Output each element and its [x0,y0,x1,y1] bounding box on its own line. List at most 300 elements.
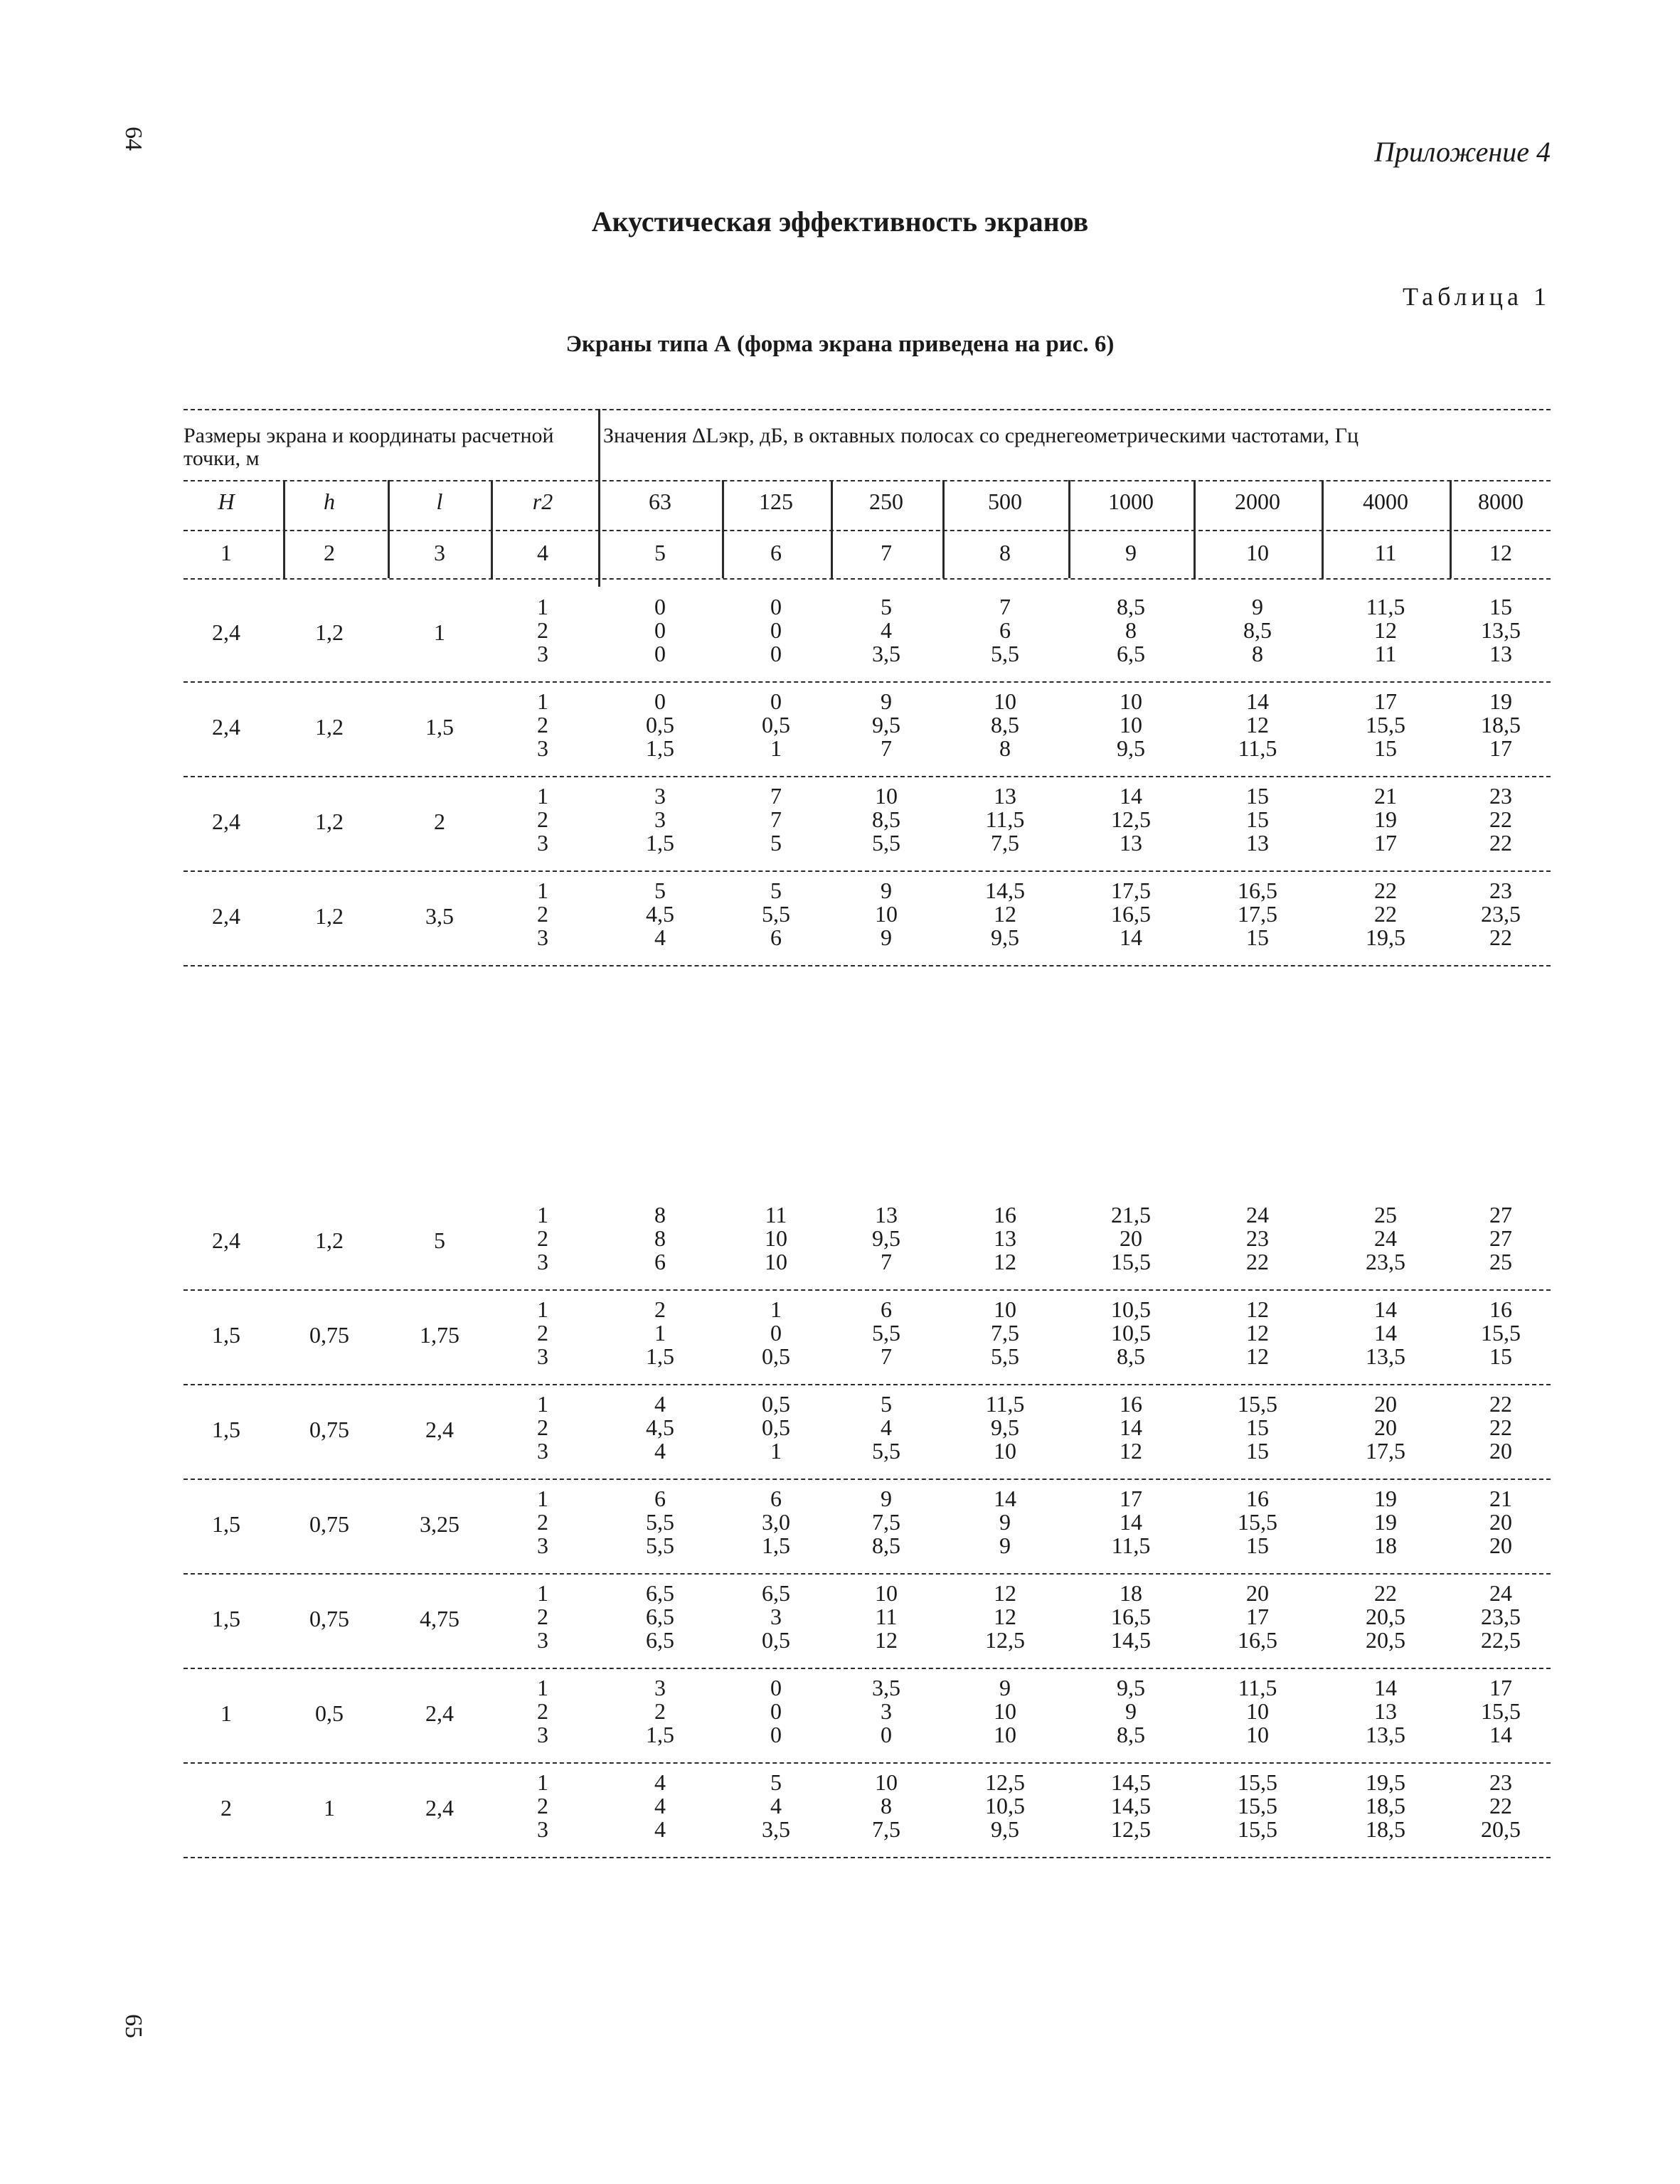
delta-l-value: 12,5 [1111,806,1151,832]
delta-l-value: 8,5 [872,806,900,832]
delta-l-value: 10,5 [985,1793,1025,1818]
table-row-group [184,1668,1551,1762]
delta-l-value: 6 [654,1486,666,1511]
delta-l-value: 16 [994,1202,1016,1227]
cell-r2-stack [493,1203,592,1274]
cell-value-stack [1451,1487,1551,1557]
r2-value: 1 [537,1296,548,1322]
column-divider [942,480,945,578]
delta-l-value: 0 [770,688,782,714]
cell-l: 1,5 [425,714,454,740]
delta-l-value: 23,5 [1481,901,1521,927]
r2-value: 3 [537,1722,548,1747]
header-freq-125: 125 [759,489,793,514]
table-row-group [184,681,1551,776]
cell-value-stack [1451,1771,1551,1841]
cell-value-stack [726,1771,826,1841]
delta-l-value: 5,5 [646,1533,674,1558]
cell-value-stack [610,1582,710,1652]
cell-value-stack [836,784,936,855]
delta-l-value: 11 [875,1604,898,1629]
delta-l-value: 15,5 [1481,1320,1521,1346]
table-row-group [184,1384,1551,1479]
delta-l-value: 13 [1374,1698,1397,1724]
cell-value-stack [1208,784,1307,855]
cell-value-stack [726,1582,826,1652]
cell-h: 0,75 [309,1322,349,1348]
cell-value-stack [1081,1676,1181,1747]
delta-l-value: 5 [881,594,892,619]
cell-H: 2,4 [212,1227,240,1253]
delta-l-value: 11,5 [985,806,1025,832]
delta-l-value: 15 [1374,735,1397,761]
delta-l-value: 5,5 [872,1320,900,1346]
delta-l-value: 0,5 [762,1343,790,1369]
cell-h: 0,5 [315,1700,344,1726]
r2-value: 3 [537,830,548,856]
cell-value-stack [955,784,1055,855]
delta-l-value: 16,5 [1238,878,1277,903]
column-divider [1322,480,1324,578]
delta-l-value: 20 [1489,1438,1512,1464]
delta-l-value: 17,5 [1111,878,1151,903]
delta-l-value: 13 [994,1225,1016,1251]
header-dim-h: h [324,489,335,514]
delta-l-value: 9,5 [872,1225,900,1251]
delta-l-value: 14,5 [985,878,1025,903]
table-row-group [184,587,1551,681]
delta-l-value: 14 [1374,1320,1397,1346]
r2-value: 2 [537,1415,548,1440]
delta-l-value: 10 [875,1580,898,1606]
r2-value: 3 [537,641,548,666]
delta-l-value: 4 [654,1793,666,1818]
delta-l-value: 10 [1246,1722,1269,1747]
header-col-number: 9 [1125,540,1137,565]
delta-l-value: 25 [1374,1202,1397,1227]
cell-value-stack [610,690,710,760]
delta-l-value: 0 [770,1698,782,1724]
delta-l-value: 19 [1374,806,1397,832]
delta-l-value: 14 [1374,1675,1397,1700]
cell-value-stack [955,1203,1055,1274]
delta-l-value: 14,5 [1111,1627,1151,1653]
delta-l-value: 6,5 [762,1580,790,1606]
cell-value-stack [1451,1676,1551,1747]
table-row-group [184,1573,1551,1668]
delta-l-value: 15,5 [1238,1816,1277,1842]
delta-l-value: 1,5 [646,1722,674,1747]
delta-l-value: 17 [1489,1675,1512,1700]
header-freq-63: 63 [649,489,671,514]
cell-r2-stack [493,1392,592,1463]
cell-value-stack [836,1392,936,1463]
delta-l-value: 22 [1489,830,1512,856]
delta-l-value: 3 [654,783,666,809]
delta-l-value: 5,5 [762,901,790,927]
column-divider [1193,480,1196,578]
header-col-number: 1 [220,540,232,565]
delta-l-value: 1 [770,735,782,761]
delta-l-value: 0 [770,641,782,666]
cell-value-stack [955,1392,1055,1463]
r2-value: 2 [537,1225,548,1251]
table-header [184,409,1551,587]
cell-value-stack [836,1771,936,1841]
cell-H: 2,4 [212,619,240,645]
column-divider [1068,480,1070,578]
delta-l-value: 10 [1246,1698,1269,1724]
cell-H: 2,4 [212,714,240,740]
delta-l-value: 9,5 [1117,735,1145,761]
delta-l-value: 15 [1489,594,1512,619]
delta-l-value: 4 [881,1415,892,1440]
delta-l-value: 6,5 [1117,641,1145,666]
delta-l-value: 9 [881,925,892,950]
delta-l-value: 4,5 [646,1415,674,1440]
delta-l-value: 12 [994,1249,1016,1274]
delta-l-value: 22 [1374,878,1397,903]
delta-l-value: 15 [1246,1438,1269,1464]
delta-l-value: 7 [770,806,782,832]
cell-l: 1,75 [420,1322,459,1348]
cell-value-stack [1081,595,1181,666]
delta-l-value: 22 [1246,1249,1269,1274]
cell-value-stack [955,1582,1055,1652]
r2-value: 2 [537,1604,548,1629]
cell-value-stack [955,879,1055,949]
delta-l-value: 10,5 [1111,1296,1151,1322]
delta-l-value: 13 [994,783,1016,809]
delta-l-value: 11,5 [1366,594,1405,619]
cell-value-stack [1208,879,1307,949]
r2-value: 3 [537,1249,548,1274]
delta-l-value: 13 [1246,830,1269,856]
r2-value: 1 [537,1580,548,1606]
cell-value-stack [1336,1203,1435,1274]
r2-value: 2 [537,617,548,643]
delta-l-value: 3,5 [872,1675,900,1700]
page-number-top: 64 [120,127,147,151]
delta-l-value: 5,5 [646,1509,674,1535]
cell-value-stack [1451,1392,1551,1463]
delta-l-value: 8,5 [1117,594,1145,619]
delta-l-value: 14 [1120,1509,1142,1535]
delta-l-value: 23 [1489,783,1512,809]
delta-l-value: 14 [1489,1722,1512,1747]
delta-l-value: 5,5 [991,641,1019,666]
delta-l-value: 9 [881,688,892,714]
cell-value-stack [836,690,936,760]
delta-l-value: 0 [770,1675,782,1700]
cell-value-stack [610,1203,710,1274]
delta-l-value: 22,5 [1481,1627,1521,1653]
delta-l-value: 14,5 [1111,1793,1151,1818]
delta-l-value: 0 [654,594,666,619]
delta-l-value: 20,5 [1366,1627,1405,1653]
cell-value-stack [610,784,710,855]
delta-l-value: 15,5 [1238,1391,1277,1417]
delta-l-value: 7,5 [991,1320,1019,1346]
r2-value: 3 [537,925,548,950]
delta-l-value: 3,5 [872,641,900,666]
delta-l-value: 23 [1489,878,1512,903]
header-freq-2000: 2000 [1235,489,1280,514]
r2-value: 1 [537,1202,548,1227]
delta-l-value: 22 [1489,806,1512,832]
delta-l-value: 5,5 [991,1343,1019,1369]
cell-value-stack [1081,1203,1181,1274]
column-divider [722,480,724,578]
delta-l-value: 27 [1489,1202,1512,1227]
delta-l-value: 11,5 [1238,1675,1277,1700]
delta-l-value: 6 [654,1249,666,1274]
delta-l-value: 17 [1120,1486,1142,1511]
delta-l-value: 12 [994,1604,1016,1629]
cell-value-stack [1208,1582,1307,1652]
rule [184,578,1551,580]
delta-l-value: 14 [994,1486,1016,1511]
delta-l-value: 12,5 [985,1627,1025,1653]
table-row-group [184,1195,1551,1289]
cell-value-stack [610,1298,710,1368]
cell-l: 2,4 [425,1417,454,1442]
r2-value: 3 [537,1627,548,1653]
delta-l-value: 5 [770,830,782,856]
delta-l-value: 9 [999,1533,1011,1558]
cell-value-stack [1336,1582,1435,1652]
cell-H: 1 [220,1700,232,1726]
header-freq-500: 500 [988,489,1022,514]
cell-value-stack [1451,879,1551,949]
delta-l-value: 7 [881,1249,892,1274]
r2-value: 3 [537,1533,548,1558]
cell-value-stack [726,879,826,949]
table-row-group [184,1762,1551,1857]
cell-value-stack [955,1487,1055,1557]
r2-value: 2 [537,1793,548,1818]
delta-l-value: 8,5 [872,1533,900,1558]
delta-l-value: 7,5 [991,830,1019,856]
delta-l-value: 10 [875,1769,898,1795]
delta-l-value: 20,5 [1366,1604,1405,1629]
cell-value-stack [1451,595,1551,666]
delta-l-value: 9 [1252,594,1263,619]
column-divider [388,480,390,578]
header-col-number: 12 [1489,540,1512,565]
delta-l-value: 21,5 [1111,1202,1151,1227]
delta-l-value: 20 [1374,1415,1397,1440]
cell-value-stack [1081,1771,1181,1841]
delta-l-value: 18 [1374,1533,1397,1558]
delta-l-value: 21 [1489,1486,1512,1511]
delta-l-value: 0,5 [646,712,674,737]
cell-value-stack [1451,784,1551,855]
delta-l-value: 15 [1246,1533,1269,1558]
header-col-number: 2 [324,540,335,565]
header-dim-h: H [218,489,235,514]
delta-l-value: 1 [654,1320,666,1346]
delta-l-value: 10 [765,1225,787,1251]
cell-l: 5 [434,1227,445,1253]
delta-l-value: 12 [1374,617,1397,643]
delta-l-value: 20 [1246,1580,1269,1606]
header-dimensions-caption: Размеры экрана и координаты расчетной точки, м [184,424,554,470]
delta-l-value: 15,5 [1366,712,1405,737]
delta-l-value: 6,5 [646,1604,674,1629]
delta-l-value: 9,5 [872,712,900,737]
cell-value-stack [610,1771,710,1841]
delta-l-value: 22 [1489,1415,1512,1440]
rule [184,409,1551,410]
column-divider [831,480,833,578]
delta-l-value: 7 [999,594,1011,619]
r2-value: 1 [537,594,548,619]
delta-l-value: 10 [1120,712,1142,737]
delta-l-value: 4 [654,925,666,950]
cell-l: 2 [434,809,445,834]
delta-l-value: 11,5 [985,1391,1025,1417]
table-label: Таблица 1 [1403,282,1551,311]
header-freq-8000: 8000 [1478,489,1524,514]
delta-l-value: 13 [1489,641,1512,666]
delta-l-value: 15,5 [1481,1698,1521,1724]
delta-l-value: 8 [1252,641,1263,666]
delta-l-value: 12 [875,1627,898,1653]
cell-value-stack [726,690,826,760]
cell-l: 3,5 [425,903,454,929]
cell-H: 2,4 [212,903,240,929]
delta-l-value: 8,5 [991,712,1019,737]
delta-l-value: 3 [654,1675,666,1700]
delta-l-value: 20 [1374,1391,1397,1417]
rule [184,965,1551,966]
r2-value: 1 [537,783,548,809]
delta-l-value: 19,5 [1366,925,1405,950]
cell-value-stack [1208,1203,1307,1274]
cell-r2-stack [493,1487,592,1557]
delta-l-value: 5 [881,1391,892,1417]
cell-r2-stack [493,595,592,666]
delta-l-value: 23,5 [1481,1604,1521,1629]
delta-l-value: 10 [875,901,898,927]
delta-l-value: 15 [1246,1415,1269,1440]
r2-value: 1 [537,1391,548,1417]
delta-l-value: 15 [1246,925,1269,950]
header-col-number: 10 [1246,540,1269,565]
cell-value-stack [1451,1582,1551,1652]
delta-l-value: 10 [994,1296,1016,1322]
delta-l-value: 12 [1246,712,1269,737]
delta-l-value: 4 [654,1391,666,1417]
delta-l-value: 14 [1246,688,1269,714]
delta-l-value: 12 [1246,1296,1269,1322]
delta-l-value: 11 [765,1202,787,1227]
delta-l-value: 14 [1374,1296,1397,1322]
r2-value: 2 [537,1509,548,1535]
delta-l-value: 1,5 [646,735,674,761]
cell-value-stack [1451,1203,1551,1274]
header-col-number: 7 [881,540,892,565]
cell-l: 3,25 [420,1511,459,1537]
delta-l-value: 7,5 [872,1509,900,1535]
cell-h: 0,75 [309,1606,349,1631]
delta-l-value: 20,5 [1481,1816,1521,1842]
delta-l-value: 0 [654,641,666,666]
cell-value-stack [1336,1392,1435,1463]
r2-value: 2 [537,1698,548,1724]
cell-l: 4,75 [420,1606,459,1631]
delta-l-value: 0 [654,617,666,643]
delta-l-value: 17 [1374,688,1397,714]
delta-l-value: 20 [1489,1533,1512,1558]
cell-value-stack [726,1298,826,1368]
delta-l-value: 16,5 [1238,1627,1277,1653]
delta-l-value: 23,5 [1366,1249,1405,1274]
delta-l-value: 6 [770,925,782,950]
delta-l-value: 22 [1374,901,1397,927]
delta-l-value: 12 [1246,1320,1269,1346]
delta-l-value: 15,5 [1238,1793,1277,1818]
delta-l-value: 10 [1120,688,1142,714]
cell-r2-stack [493,1298,592,1368]
delta-l-value: 22 [1489,1793,1512,1818]
delta-l-value: 3 [770,1604,782,1629]
delta-l-value: 0,5 [762,1415,790,1440]
cell-h: 1,2 [315,619,344,645]
delta-l-value: 8 [654,1225,666,1251]
delta-l-value: 16,5 [1111,1604,1151,1629]
delta-l-value: 22 [1374,1580,1397,1606]
delta-l-value: 22 [1489,1391,1512,1417]
delta-l-value: 19,5 [1366,1769,1405,1795]
delta-l-value: 14 [1120,783,1142,809]
cell-value-stack [1081,1582,1181,1652]
delta-l-value: 24 [1374,1225,1397,1251]
cell-value-stack [1336,1298,1435,1368]
r2-value: 3 [537,1438,548,1464]
delta-l-value: 15,5 [1238,1509,1277,1535]
delta-l-value: 9,5 [991,1816,1019,1842]
delta-l-value: 4 [654,1769,666,1795]
delta-l-value: 13 [875,1202,898,1227]
cell-value-stack [836,1676,936,1747]
table-row-group [184,1289,1551,1384]
header-freq-250: 250 [869,489,903,514]
cell-value-stack [955,1298,1055,1368]
cell-value-stack [726,595,826,666]
delta-l-value: 0 [770,594,782,619]
cell-h: 1,2 [315,809,344,834]
delta-l-value: 3 [654,806,666,832]
cell-h: 1,2 [315,714,344,740]
r2-value: 3 [537,1343,548,1369]
header-dim-l: l [436,489,443,514]
cell-value-stack [955,595,1055,666]
header-values-caption: Значения ΔLэкр, дБ, в октавных полосах со среднегеометрическими частотами, Гц [603,424,1359,447]
delta-l-value: 17 [1246,1604,1269,1629]
delta-l-value: 13,5 [1481,617,1521,643]
cell-value-stack [1081,1392,1181,1463]
delta-l-value: 9 [881,878,892,903]
cell-value-stack [1336,690,1435,760]
delta-l-value: 0 [654,688,666,714]
delta-l-value: 1 [770,1438,782,1464]
r2-value: 1 [537,1675,548,1700]
rule [184,1857,1551,1858]
delta-l-value: 10 [994,1722,1016,1747]
delta-l-value: 15 [1489,1343,1512,1369]
